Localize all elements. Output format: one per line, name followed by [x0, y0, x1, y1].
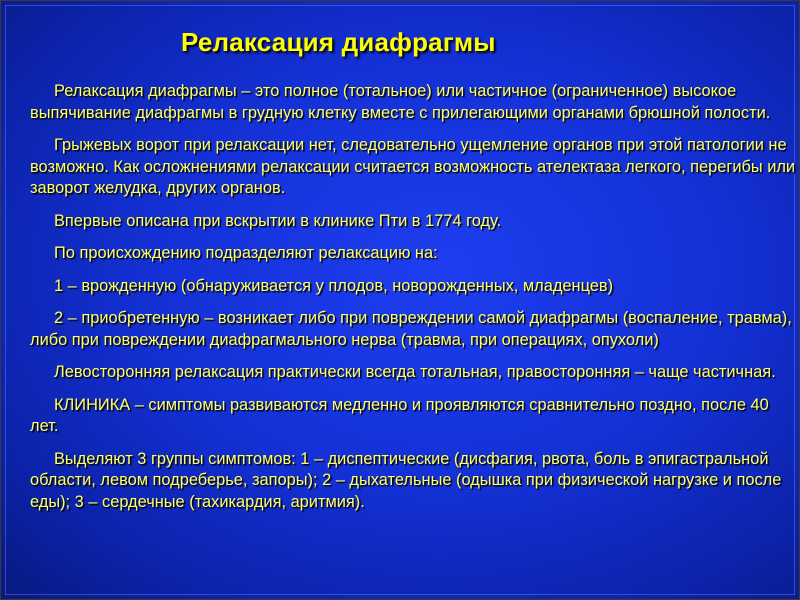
slide-body: [30, 81, 798, 524]
paragraph-history: Впервые описана при вскрытии в клинике Пти в 1774 году.: [54, 211, 502, 230]
paragraph-laterality: Левосторонняя релаксация практически всегда тотальная, правосторонняя – чаще частичная.: [54, 363, 776, 381]
paragraph-congenital: 1 – врожденную (обнаруживается у плодов, новорожденных, младенцев): [54, 276, 614, 295]
slide-title: Релаксация диафрагмы: [181, 27, 496, 57]
paragraph-classification: По происхождению подразделяют релаксацию на:: [54, 244, 438, 262]
paragraph-symptoms: Выделяют 3 группы симптомов: 1 – диспептические (дисфагия, рвота, боль в эпигастральной области, левом подреберье, запоры); 2 – дыхательные (одышка при физической нагрузке и после еды); 3 – сердечные (тахикардия, аритмия).: [30, 449, 782, 511]
paragraph-clinic: КЛИНИКА – симптомы развиваются медленно и проявляются сравнительно поздно, после 40 лет.: [30, 395, 769, 435]
paragraph-complications: Грыжевых ворот при релаксации нет, следовательно ущемление органов при этой патологии не возможно. Как осложнениями релаксации считается возможность ателектаза легкого, перегибы или заворот желудка, других органов.: [30, 136, 796, 197]
paragraph-acquired: 2 – приобретенную – возникает либо при повреждении самой диафрагмы (воспаление, травма), либо при повреждении диафрагмального нерва (травма, при операциях, опухоли): [30, 309, 792, 349]
paragraph-definition: Релаксация диафрагмы – это полное (тотальное) или частичное (ограниченное) высокое выпячивание диафрагмы в грудную клетку вместе с прилегающими органами брюшной полости.: [30, 82, 771, 122]
